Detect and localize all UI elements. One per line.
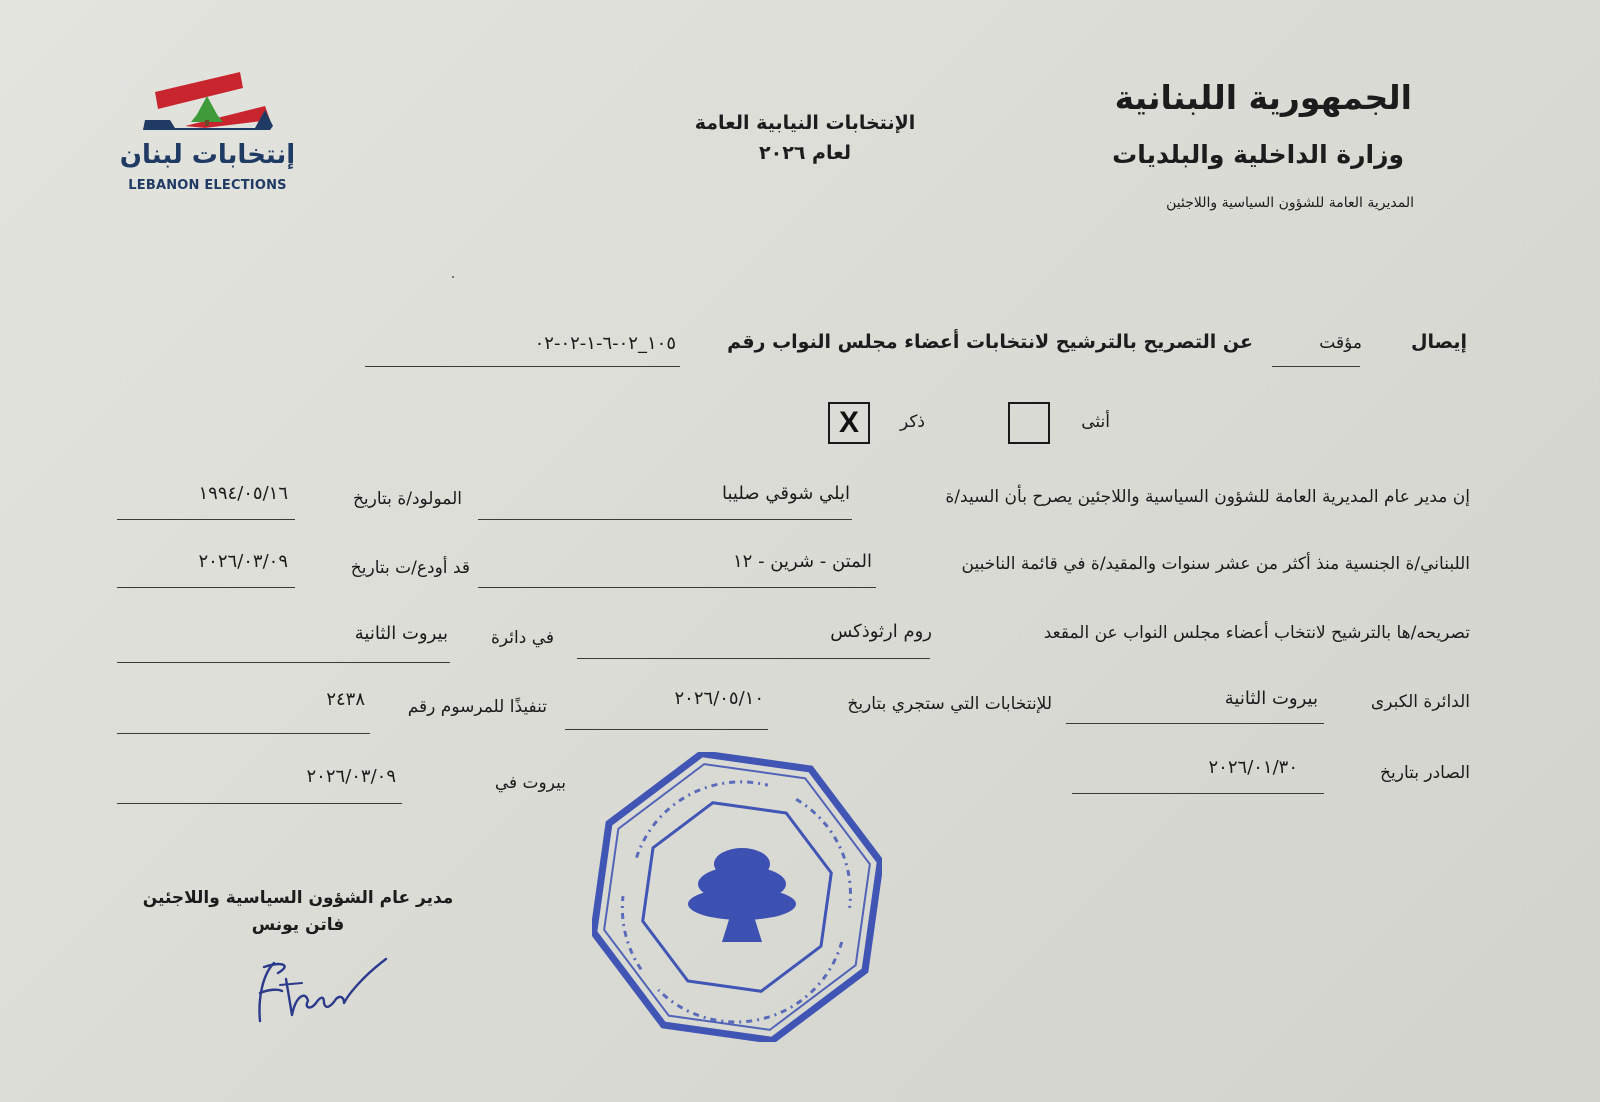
- cedar-icon: [191, 96, 223, 126]
- voter-district-value[interactable]: المتن - شرين - ١٢: [733, 551, 872, 572]
- elections-year: لعام ٢٠٢٦: [759, 142, 851, 164]
- major-district-underline: [1066, 723, 1324, 724]
- republic-title: الجمهورية اللبنانية: [1114, 78, 1412, 117]
- elections-date-underline: [565, 729, 768, 730]
- receipt-label: إيصال: [1411, 331, 1467, 353]
- signatory-title: مدير عام الشؤون السياسية واللاجئين: [142, 888, 454, 908]
- official-stamp: [592, 752, 882, 1042]
- directorate-title: المديرية العامة للشؤون السياسية واللاجئين: [1166, 195, 1414, 211]
- deposit-date-value[interactable]: ٢٠٢٦/٠٣/٠٩: [198, 551, 288, 572]
- decree-number-value[interactable]: ٢٤٣٨: [326, 689, 365, 710]
- receipt-type-underline: [1272, 366, 1360, 367]
- place-date-value[interactable]: ٢٠٢٦/٠٣/٠٩: [306, 766, 396, 787]
- issued-date-value[interactable]: ٢٠٢٦/٠١/٣٠: [1208, 757, 1298, 778]
- place-date-label: بيروت في: [494, 773, 566, 793]
- nationality-label: اللبناني/ة الجنسية منذ أكثر من عشر سنوات والمقيد/ة في قائمة الناخبين: [961, 554, 1470, 574]
- lebanon-elections-logo: [115, 68, 300, 198]
- male-checkbox[interactable]: [828, 402, 870, 444]
- receipt-number-value[interactable]: ١٠٥_٠٢-٦-١-٠٢-٠٢: [534, 333, 676, 354]
- candidacy-label: تصريحه/ها بالترشيح لانتخاب أعضاء مجلس النواب عن المقعد: [1043, 623, 1470, 643]
- logo-arabic-text: إنتخابات لبنان: [119, 140, 296, 170]
- flag-ballot-icon: [115, 68, 300, 140]
- receipt-about-text: عن التصريح بالترشيح لانتخابات أعضاء مجلس النواب رقم: [727, 331, 1253, 353]
- candidate-name-value[interactable]: ايلي شوقي صليبا: [722, 483, 850, 504]
- birth-date-underline: [117, 519, 295, 520]
- circle-underline: [117, 662, 450, 663]
- female-checkbox[interactable]: [1008, 402, 1050, 444]
- male-label: ذكر: [899, 412, 925, 432]
- female-label: أنثى: [1081, 412, 1110, 432]
- elections-date-value[interactable]: ٢٠٢٦/٠٥/١٠: [674, 688, 764, 709]
- voter-district-underline: [478, 587, 876, 588]
- deposit-date-underline: [117, 587, 295, 588]
- major-district-value[interactable]: بيروت الثانية: [1224, 688, 1318, 709]
- circle-value[interactable]: بيروت الثانية: [354, 623, 448, 644]
- deposit-date-label: قد أودع/ت بتاريخ: [350, 558, 470, 578]
- elections-date-label: للإنتخابات التي ستجري بتاريخ: [847, 694, 1052, 714]
- elections-title: الإنتخابات النيابية العامة: [694, 112, 916, 134]
- issued-date-underline: [1072, 793, 1324, 794]
- ministry-title: وزارة الداخلية والبلديات: [1112, 140, 1404, 169]
- major-district-label: الدائرة الكبرى: [1370, 692, 1470, 712]
- cedar-icon: [688, 848, 796, 942]
- receipt-number-underline: [365, 366, 680, 367]
- birth-date-label: المولود/ة بتاريخ: [352, 489, 462, 509]
- declaration-label: إن مدير عام المديرية العامة للشؤون السياسية واللاجئين يصرح بأن السيد/ة: [945, 487, 1470, 507]
- candidate-name-underline: [478, 519, 852, 520]
- paper-speck: [452, 276, 454, 278]
- issued-date-label: الصادر بتاريخ: [1380, 763, 1470, 783]
- seat-value[interactable]: روم ارثوذكس: [830, 621, 932, 642]
- checkbox-x-mark: X: [838, 406, 859, 439]
- birth-date-value[interactable]: ١٩٩٤/٠٥/١٦: [198, 483, 288, 504]
- place-date-underline: [117, 803, 402, 804]
- handwritten-signature: [252, 955, 392, 1025]
- logo-english-text: LEBANON ELECTIONS: [128, 178, 287, 193]
- decree-label: تنفيذًا للمرسوم رقم: [407, 697, 547, 717]
- receipt-type-value[interactable]: مؤقت: [1319, 333, 1362, 353]
- seat-underline: [577, 658, 930, 659]
- circle-label: في دائرة: [490, 628, 554, 648]
- signatory-name: فاتن يونس: [251, 915, 345, 935]
- decree-number-underline: [117, 733, 370, 734]
